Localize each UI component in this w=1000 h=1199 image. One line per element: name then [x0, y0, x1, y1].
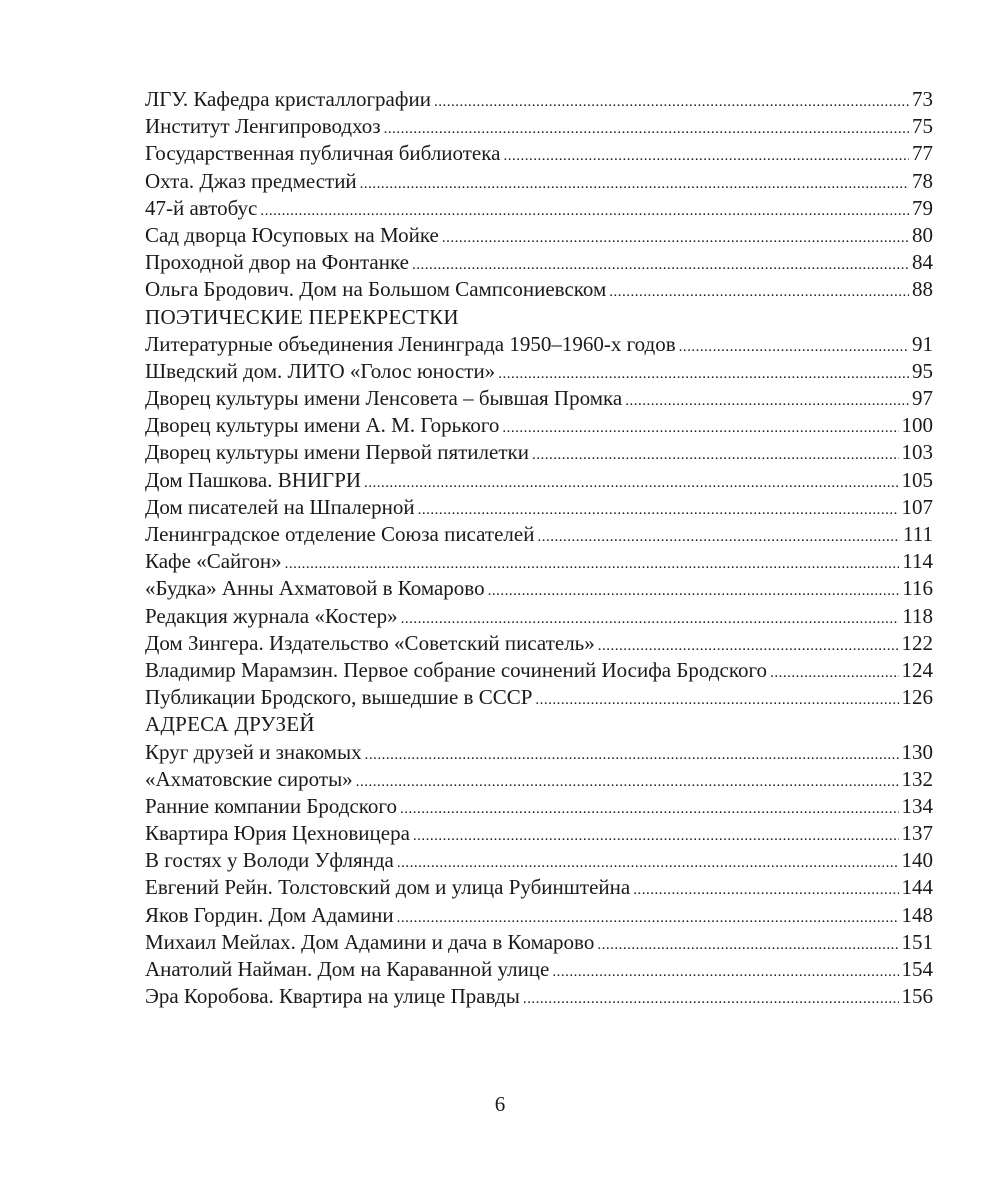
toc-entry-title: 47-й автобус — [145, 195, 258, 220]
toc-entry-title: Редакция журнала «Костер» — [145, 603, 398, 628]
toc-entry-title: Анатолий Найман. Дом на Караванной улице — [145, 957, 550, 981]
toc-entry-page-number: 137 — [901, 821, 933, 846]
toc-entry — [145, 684, 933, 711]
toc-entry-title: Литературные объединения Ленинграда 1950–1960-х годов — [145, 331, 676, 356]
toc-entry-page-number: 95 — [912, 358, 933, 383]
toc-entry — [145, 113, 933, 140]
toc-entry-page-number: 77 — [912, 141, 933, 166]
toc-entry-title: Евгений Рейн. Толстовский дом и улица Рубинштейна — [145, 875, 631, 900]
toc-entry — [145, 739, 933, 766]
toc-entry-page-number: 156 — [901, 984, 933, 1009]
toc-entry-title: Михаил Мейлах. Дом Адамини и дача в Комарово — [145, 929, 595, 954]
toc-entry-title: В гостях у Володи Уфлянда — [145, 848, 394, 873]
toc-entry-title: Дом писателей на Шпалерной — [145, 494, 415, 519]
dot-leader — [535, 687, 898, 714]
toc-entry — [145, 385, 933, 412]
dot-leader — [625, 388, 909, 415]
toc-entry — [145, 929, 933, 956]
dot-leader — [365, 742, 899, 769]
dot-leader — [503, 143, 909, 170]
toc-entry — [145, 494, 933, 521]
toc-entry-page-number: 73 — [912, 87, 933, 111]
dot-leader — [552, 959, 898, 986]
toc-entry-title: Владимир Марамзин. Первое собрание сочинений Иосифа Бродского — [145, 657, 768, 682]
toc-entry-page-number: 111 — [903, 522, 933, 546]
toc-entry-title: Дом Зингера. Издательство «Советский писатель» — [145, 630, 595, 655]
dot-leader — [609, 279, 909, 306]
toc-entry-page-number: 78 — [912, 168, 933, 193]
toc-entry-page-number: 144 — [901, 875, 933, 900]
toc-entry-page-number: 84 — [912, 250, 933, 275]
dot-leader — [418, 497, 899, 524]
toc-entry-page-number: 124 — [901, 657, 933, 682]
toc-entry — [145, 168, 933, 195]
toc-entry-page-number: 91 — [912, 331, 933, 356]
dot-leader — [488, 578, 900, 605]
toc-entry — [145, 874, 933, 901]
toc-entry-page-number: 148 — [901, 902, 933, 927]
toc-entry-title: Ленинградское отделение Союза писателей — [145, 522, 535, 546]
toc-entry-page-number: 97 — [912, 386, 933, 411]
dot-leader — [598, 633, 899, 660]
toc-entry — [145, 820, 933, 847]
toc-entry — [145, 983, 933, 1010]
toc-entry — [145, 249, 933, 276]
toc-entry-page-number: 154 — [901, 957, 933, 981]
dot-leader — [537, 524, 900, 551]
dot-leader — [397, 905, 899, 932]
dot-leader — [633, 877, 898, 904]
table-of-contents — [145, 86, 933, 1010]
toc-entry-page-number: 122 — [901, 630, 933, 655]
toc-entry-page-number: 118 — [902, 603, 933, 628]
toc-entry-title: Ольга Бродович. Дом на Большом Сампсониевском — [145, 277, 607, 302]
toc-entry — [145, 902, 933, 929]
toc-entry-title: Дворец культуры имени А. М. Горького — [145, 413, 500, 438]
dot-leader — [434, 89, 909, 116]
toc-entry-title: Проходной двор на Фонтанке — [145, 250, 409, 275]
toc-entry-page-number: 126 — [901, 685, 933, 710]
toc-entry — [145, 603, 933, 630]
toc-entry-title: Шведский дом. ЛИТО «Голос юности» — [145, 358, 496, 383]
toc-entry-page-number: 105 — [901, 467, 933, 492]
toc-entry-title: Круг друзей и знакомых — [145, 739, 362, 764]
toc-entry-title: Ранние компании Бродского — [145, 793, 398, 818]
toc-entry — [145, 412, 933, 439]
dot-leader — [413, 823, 899, 850]
toc-entry — [145, 467, 933, 494]
toc-entry — [145, 86, 933, 113]
dot-leader — [384, 116, 909, 143]
dot-leader — [498, 361, 909, 388]
toc-entry — [145, 657, 933, 684]
dot-leader — [523, 986, 899, 1013]
toc-section-heading: ПОЭТИЧЕСКИЕ ПЕРЕКРЕСТКИ — [145, 304, 459, 329]
page-number: 6 — [494, 1092, 506, 1116]
toc-entry — [145, 521, 933, 548]
toc-entry-page-number: 130 — [901, 739, 933, 764]
toc-entry-page-number: 107 — [901, 494, 933, 519]
toc-entry-title: Институт Ленгипроводхоз — [145, 114, 381, 139]
toc-entry-page-number: 134 — [901, 793, 933, 818]
toc-entry-page-number: 132 — [901, 766, 933, 791]
toc-entry — [145, 439, 933, 466]
toc-entry — [145, 956, 933, 983]
dot-leader — [412, 252, 909, 279]
toc-entry-page-number: 151 — [901, 929, 933, 954]
toc-entry-page-number: 140 — [901, 848, 933, 873]
toc-section-heading: АДРЕСА ДРУЗЕЙ — [145, 712, 315, 737]
toc-entry — [145, 575, 933, 602]
toc-entry-page-number: 103 — [901, 440, 933, 465]
toc-entry-page-number: 75 — [912, 114, 933, 139]
dot-leader — [364, 470, 898, 497]
dot-leader — [356, 769, 899, 796]
toc-entry — [145, 766, 933, 793]
toc-entry-page-number: 80 — [912, 222, 933, 247]
toc-entry-page-number: 100 — [901, 413, 933, 438]
toc-entry-title: Кафе «Сайгон» — [145, 549, 282, 574]
toc-entry — [145, 793, 933, 820]
dot-leader — [502, 415, 898, 442]
dot-leader — [532, 442, 899, 469]
toc-entry-page-number: 116 — [902, 576, 933, 601]
toc-entry — [145, 222, 933, 249]
toc-entry-title: Дворец культуры имени Первой пятилетки — [145, 440, 529, 465]
dot-leader — [260, 198, 909, 225]
dot-leader — [597, 932, 898, 959]
dot-leader — [360, 171, 909, 198]
toc-entry-page-number: 88 — [912, 277, 933, 302]
dot-leader — [401, 606, 900, 633]
dot-leader — [285, 551, 900, 578]
toc-entry-page-number: 79 — [912, 195, 933, 220]
toc-entry-title: «Будка» Анны Ахматовой в Комарово — [145, 576, 485, 601]
dot-leader — [400, 796, 898, 823]
dot-leader — [679, 334, 909, 361]
toc-entry — [145, 847, 933, 874]
toc-entry-title: «Ахматовские сироты» — [145, 766, 353, 791]
toc-entry-title: Эра Коробова. Квартира на улице Правды — [145, 984, 520, 1009]
toc-entry — [145, 358, 933, 385]
toc-entry-title: ЛГУ. Кафедра кристаллографии — [145, 87, 431, 111]
toc-entry — [145, 195, 933, 222]
toc-entry — [145, 276, 933, 303]
toc-entry-title: Яков Гордин. Дом Адамини — [145, 902, 394, 927]
toc-entry — [145, 140, 933, 167]
toc-entry — [145, 630, 933, 657]
toc-entry-page-number: 114 — [902, 549, 933, 574]
toc-entry-title: Охта. Джаз предместий — [145, 168, 357, 193]
toc-entry — [145, 548, 933, 575]
toc-entry-title: Квартира Юрия Цехновицера — [145, 821, 410, 846]
dot-leader — [397, 850, 899, 877]
dot-leader — [442, 225, 909, 252]
toc-entry-title: Сад дворца Юсуповых на Мойке — [145, 222, 439, 247]
toc-entry-title: Дом Пашкова. ВНИГРИ — [145, 467, 362, 492]
toc-entry-title: Государственная публичная библиотека — [145, 141, 501, 166]
dot-leader — [770, 660, 898, 687]
toc-entry — [145, 331, 933, 358]
toc-entry-title: Дворец культуры имени Ленсовета – бывшая Промка — [145, 386, 623, 411]
toc-entry-title: Публикации Бродского, вышедшие в СССР — [145, 685, 533, 710]
